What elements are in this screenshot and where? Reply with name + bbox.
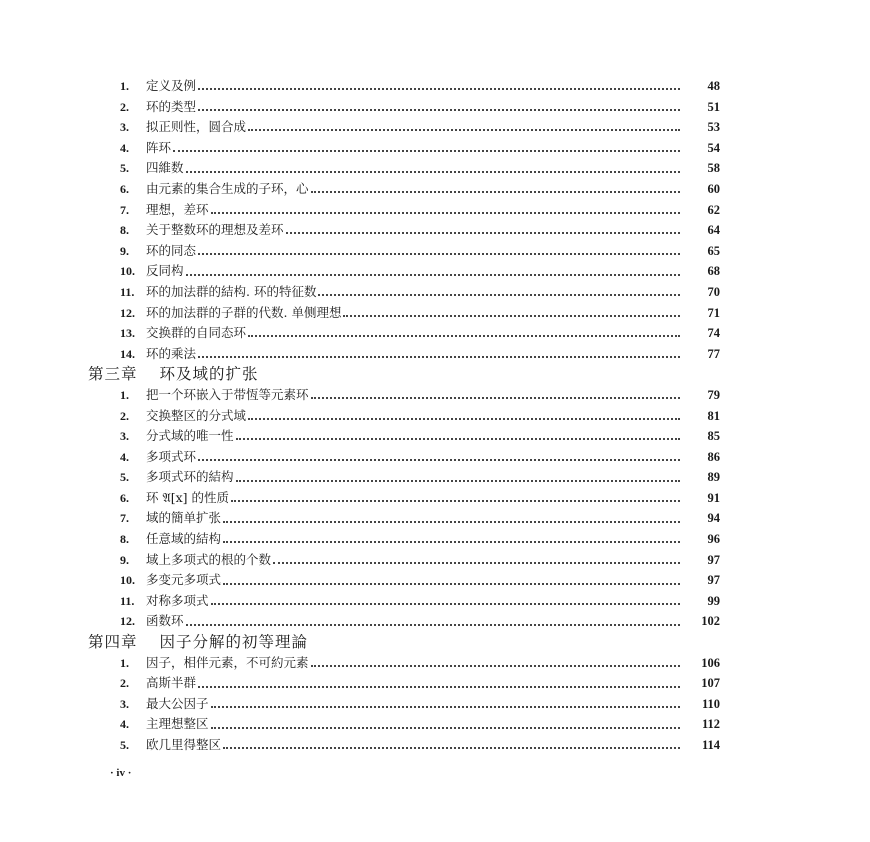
entry-page: 99 [707, 593, 720, 608]
entry-page: 96 [707, 532, 720, 547]
entry-number: 1. [120, 79, 129, 93]
dot-leader [236, 480, 680, 482]
entry-page: 77 [707, 346, 720, 361]
entry-title: 反同构 [146, 263, 184, 279]
entry-page: 54 [707, 140, 720, 155]
entry-page: 86 [707, 449, 720, 464]
toc-entry [88, 241, 720, 262]
entry-page: 85 [707, 429, 720, 444]
entry-number: 11. [120, 284, 135, 299]
entry-number: 2. [120, 676, 129, 691]
dot-leader [173, 150, 680, 152]
chapter-heading [88, 364, 720, 385]
entry-number: 7. [120, 202, 129, 217]
entry-number: 4. [120, 140, 129, 155]
entry-page: 114 [701, 738, 720, 752]
entry-title: 拟正则性，圆合成 [146, 119, 247, 135]
entry-number: 1. [120, 655, 129, 670]
entry-page: 81 [707, 408, 720, 423]
entry-page: 53 [707, 120, 720, 135]
entry-number: 12. [120, 614, 135, 629]
toc-entry [88, 138, 720, 159]
entry-number: 9. [120, 243, 129, 258]
entry-title: 由元素的集合生成的子环，心 [146, 180, 309, 196]
entry-number: 12. [120, 305, 135, 320]
dot-leader [231, 500, 680, 502]
dot-leader [248, 335, 680, 337]
dot-leader [198, 109, 680, 111]
entry-number: 11. [120, 593, 135, 608]
entry-title: 多项式环的結构 [146, 469, 234, 485]
entry-number: 3. [120, 696, 129, 711]
toc-entry [88, 158, 720, 179]
toc-entry [88, 591, 720, 612]
entry-title: 对称多项式 [146, 592, 209, 608]
entry-page: 64 [707, 223, 720, 238]
entry-number: 4. [120, 717, 129, 732]
toc-entry [88, 282, 720, 303]
entry-page: 58 [707, 161, 720, 176]
entry-page: 89 [707, 470, 720, 485]
toc-entry [88, 323, 720, 344]
toc-entry [88, 117, 720, 138]
dot-leader [223, 747, 680, 749]
page-number-folio: · iv · [110, 767, 132, 779]
dot-leader [186, 624, 680, 626]
dot-leader [236, 438, 680, 440]
dot-leader [211, 603, 680, 605]
dot-leader [198, 686, 680, 688]
entry-page: 60 [707, 181, 720, 196]
chapter-title: 因子分解的初等理論 [159, 633, 309, 652]
entry-number: 4. [120, 449, 129, 464]
entry-page: 107 [701, 676, 720, 691]
toc-entry [88, 611, 720, 632]
entry-number: 10. [120, 264, 135, 279]
entry-number: 5. [120, 161, 129, 176]
dot-leader [198, 88, 680, 90]
entry-title: 阵环 [146, 139, 172, 155]
entry-title: 环的加法群的結构. 环的特征数 [146, 283, 317, 299]
toc-entry [88, 488, 720, 509]
entry-number: 6. [120, 181, 129, 196]
toc-entry [88, 673, 720, 694]
entry-number: 14. [120, 346, 135, 361]
toc-entry [88, 735, 720, 756]
toc-entry [88, 426, 720, 447]
entry-number: 2. [120, 99, 129, 114]
chapter-number: 第三章 [88, 365, 138, 384]
toc-entry [88, 200, 720, 221]
entry-page: 91 [707, 490, 720, 505]
entry-page: 97 [707, 573, 720, 588]
entry-title: 最大公因子 [146, 695, 209, 711]
toc-entry [88, 344, 720, 365]
entry-number: 8. [120, 532, 129, 547]
entry-title: 理想，差环 [146, 201, 209, 217]
entry-number: 2. [120, 408, 129, 423]
dot-leader [223, 583, 680, 585]
toc-entry [88, 385, 720, 406]
entry-title: 分式域的唯一性 [146, 428, 234, 444]
entry-page: 65 [707, 243, 720, 258]
toc-entry [88, 220, 720, 241]
toc-entry [88, 714, 720, 735]
entry-title: 环 𝔄[x] 的性质 [146, 489, 230, 505]
entry-number: 9. [120, 552, 129, 567]
toc-entry [88, 76, 720, 97]
entry-title: 交换群的自同态环 [146, 325, 247, 341]
entry-page: 70 [707, 284, 720, 299]
dot-leader [248, 129, 680, 131]
toc-entry [88, 550, 720, 571]
toc-entry [88, 508, 720, 529]
entry-title: 定义及例 [146, 78, 197, 93]
entry-page: 74 [707, 326, 720, 341]
entry-number: 10. [120, 573, 135, 588]
chapter-title: 环及域的扩张 [159, 365, 259, 384]
toc-entry [88, 179, 720, 200]
entry-title: 关于整数环的理想及差环 [146, 222, 284, 238]
entry-page: 102 [701, 614, 720, 629]
entry-title: 任意域的結构 [146, 531, 222, 547]
dot-leader [186, 171, 680, 173]
dot-leader [211, 727, 680, 729]
entry-page: 62 [707, 202, 720, 217]
dot-leader [211, 212, 680, 214]
dot-leader [311, 191, 680, 193]
dot-leader [273, 562, 680, 564]
entry-page: 97 [707, 552, 720, 567]
entry-title: 欧几里得整区 [146, 737, 222, 752]
dot-leader [223, 541, 680, 543]
entry-number: 5. [120, 738, 129, 752]
dot-leader [198, 459, 680, 461]
entry-title: 高斯半群 [146, 675, 197, 691]
toc-entry [88, 570, 720, 591]
entry-page: 94 [707, 511, 720, 526]
entry-page: 51 [707, 99, 720, 114]
toc-entry [88, 97, 720, 118]
entry-title: 域的簡单扩张 [146, 510, 222, 526]
entry-number: 3. [120, 120, 129, 135]
dot-leader [311, 665, 680, 667]
dot-leader [198, 356, 680, 358]
toc-entry [88, 467, 720, 488]
dot-leader [248, 418, 680, 420]
toc-entry [88, 653, 720, 674]
entry-number: 13. [120, 326, 135, 341]
toc-entry [88, 529, 720, 550]
dot-leader [311, 397, 680, 399]
toc-entry [88, 447, 720, 468]
table-of-contents [88, 76, 720, 756]
toc-entry [88, 261, 720, 282]
entry-number: 5. [120, 470, 129, 485]
entry-title: 把一个环嵌入于带恆等元素环 [146, 386, 309, 402]
entry-title: 域上多项式的根的个数 [146, 551, 272, 567]
entry-title: 环的乘法 [146, 345, 197, 361]
entry-title: 因子，相伴元素，不可約元素 [146, 654, 309, 670]
toc-entry [88, 406, 720, 427]
entry-title: 四維数 [146, 160, 184, 176]
entry-number: 1. [120, 387, 129, 402]
dot-leader [318, 294, 680, 296]
dot-leader [343, 315, 680, 317]
entry-number: 6. [120, 490, 129, 505]
entry-title: 环的同态 [146, 242, 197, 258]
entry-title: 多变元多项式 [146, 572, 222, 588]
entry-title: 交换整区的分式域 [146, 407, 247, 423]
entry-page: 71 [707, 305, 720, 320]
dot-leader [198, 253, 680, 255]
dot-leader [286, 232, 680, 234]
entry-title: 环的类型 [146, 98, 197, 114]
chapter-heading [88, 632, 720, 653]
chapter-number: 第四章 [88, 633, 138, 652]
dot-leader [223, 521, 680, 523]
entry-number: 7. [120, 511, 129, 526]
entry-page: 68 [707, 264, 720, 279]
toc-entry [88, 694, 720, 715]
entry-number: 8. [120, 223, 129, 238]
dot-leader [186, 274, 680, 276]
entry-number: 3. [120, 429, 129, 444]
entry-page: 79 [707, 387, 720, 402]
toc-entry [88, 303, 720, 324]
entry-title: 主理想整区 [146, 716, 209, 732]
dot-leader [211, 706, 680, 708]
entry-page: 110 [701, 696, 720, 711]
entry-page: 112 [701, 717, 720, 732]
entry-page: 106 [701, 655, 720, 670]
entry-page: 48 [707, 79, 720, 93]
entry-title: 多项式环 [146, 448, 197, 464]
entry-title: 环的加法群的子群的代数. 单侧理想 [146, 304, 342, 320]
entry-title: 函数环 [146, 613, 184, 629]
